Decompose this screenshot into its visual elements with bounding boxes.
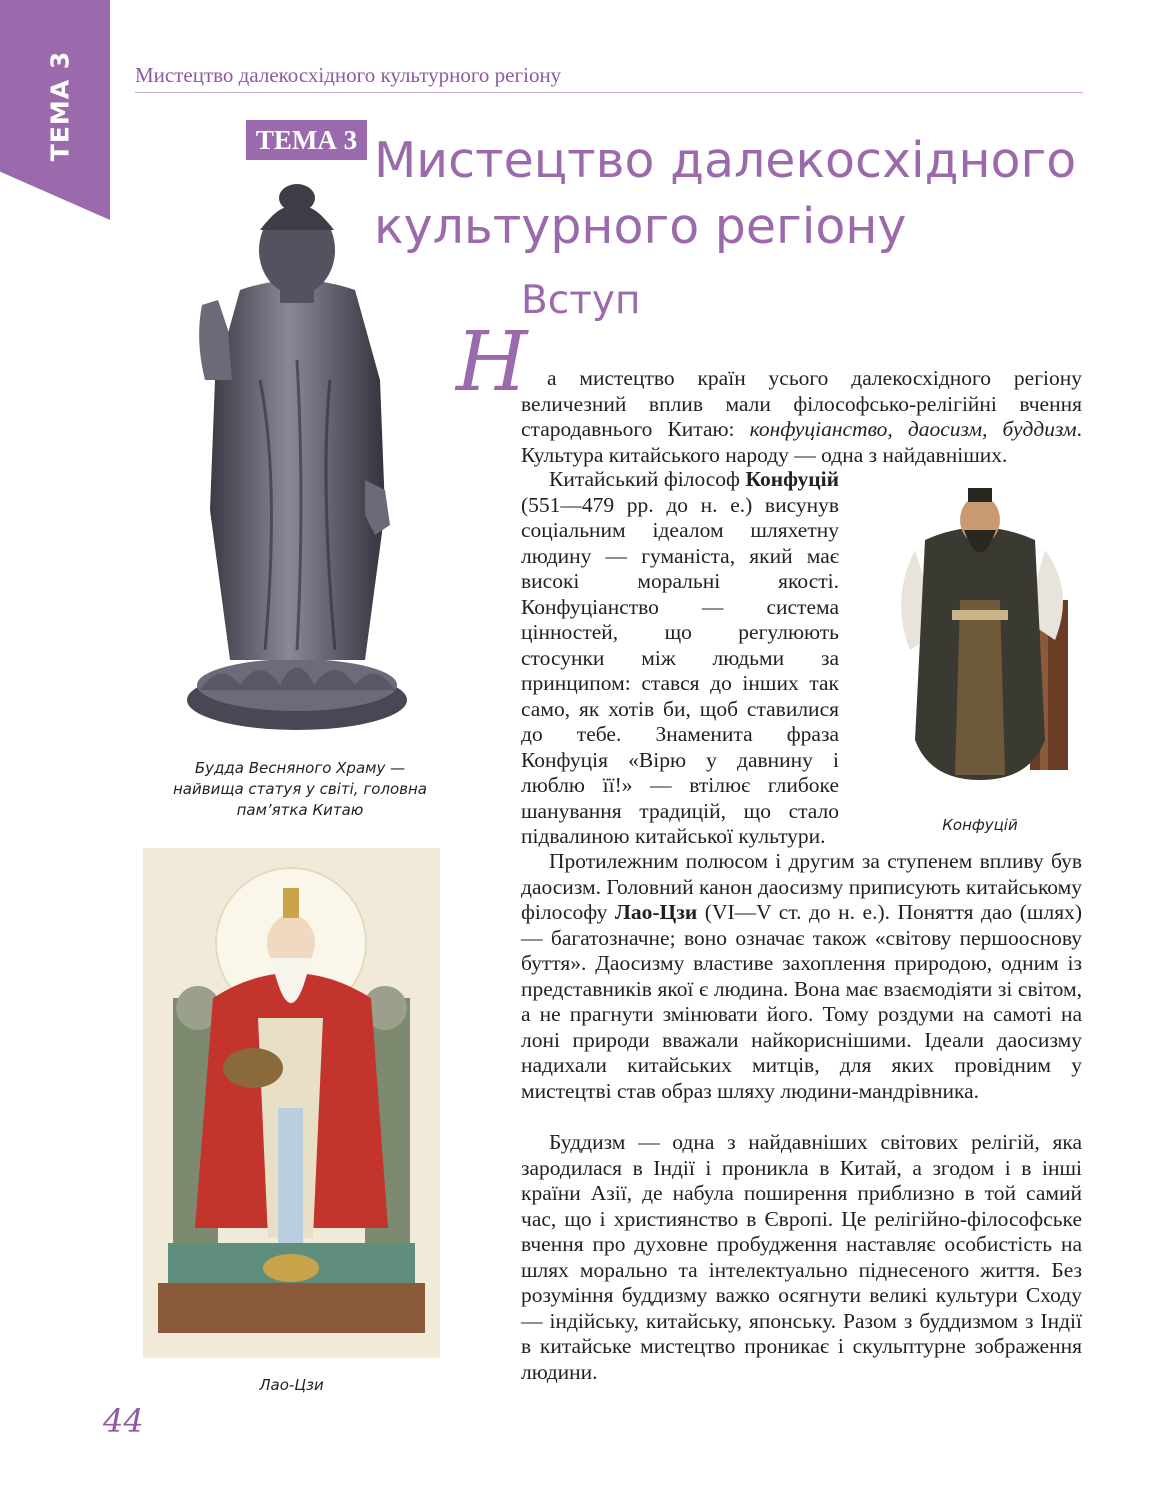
confucius-painting-image bbox=[880, 480, 1080, 785]
section-heading: Вступ bbox=[521, 278, 641, 323]
confucius-paragraph bbox=[521, 467, 839, 850]
daoism-text-start: Протилежним полюсом і другим за ступенем впливу був даосизм. Головний канон даосизму приписують китайському філософу bbox=[521, 849, 1082, 924]
page-title-line-1: Мистецтво далекосхідного bbox=[374, 132, 1077, 189]
buddha-caption-line-3: пам’ятка Китаю bbox=[236, 801, 364, 819]
header-divider bbox=[135, 92, 1083, 93]
drop-cap: Н bbox=[456, 315, 528, 410]
buddha-caption-line-2: найвища статуя у світі, головна bbox=[172, 780, 427, 798]
confucius-name: Конфуцій bbox=[745, 467, 839, 491]
page-number: 44 bbox=[103, 1402, 144, 1440]
confucius-text-start: Китайський філософ bbox=[549, 467, 746, 491]
laozi-painting-image bbox=[143, 848, 440, 1358]
confucius-caption: Конфуцій bbox=[942, 816, 1018, 834]
confucius-text-end: (551—479 рр. до н. е.) висунув соціальним ідеалом шляхетну людину — гуманіста, який має високі моральні якості. Конфуціанство — система цінностей, що регулюють стосунки між людьми за принципом: стався до інших так само, як хотів би, щоб ставилися до тебе. Знаменита фраза Конфуція «Вірю у давнину і люблю її!» — втілює глибоке шанування традицій, що стало підвалиною китайської культури. bbox=[521, 492, 839, 848]
buddha-statue-image bbox=[180, 180, 415, 740]
intro-text-start: а мистецтво країн усього далекосхідного регіону величезний вплив мали філософсько-релігійні вчення стародавнього Китаю: bbox=[521, 366, 1082, 441]
topic-badge: ТЕМА 3 bbox=[246, 120, 367, 160]
intro-paragraph bbox=[521, 366, 1082, 468]
buddha-caption bbox=[165, 758, 435, 821]
buddhism-paragraph bbox=[521, 1130, 1082, 1385]
intro-teachings: конфуціанство, даосизм, буддизм bbox=[749, 417, 1077, 441]
running-header: Мистецтво далекосхідного культурного регіону bbox=[135, 63, 562, 87]
buddha-caption-line-1: Будда Весняного Храму — bbox=[194, 759, 406, 777]
daoism-paragraph bbox=[521, 849, 1082, 1104]
daoism-text-end: (VI—V ст. до н. е.). Поняття дао (шлях) — багатозначне; воно означає також «світову першооснову буття». Даосизму властиве захоплення природою, одним із представників якої є людина. Вона має взаємодіяти зі світом, а не прагнути змінювати його. Тому роздуми на самоті на лоні природи вважали найкориснішими. Ідеали даосизму надихали китайських митців, для яких провідним у мистецтві став образ шляху людини-мандрівника. bbox=[521, 900, 1083, 1103]
page-title bbox=[374, 128, 1134, 260]
laozi-name: Лао-Цзи bbox=[614, 900, 698, 924]
side-tab-label: ТЕМА 3 bbox=[45, 50, 75, 162]
intro-text-end: . Культура китайського народу — одна з найдавніших. bbox=[521, 417, 1082, 467]
page-title-line-2: культурного регіону bbox=[374, 198, 907, 255]
laozi-caption: Лао-Цзи bbox=[259, 1376, 324, 1394]
buddhism-text: Буддизм — одна з найдавніших світових релігій, яка зародилася в Індії і проникла в Китай, а згодом і в інші країни Азії, де набула поширення приблизно в той самий час, що і християнство в Європі. Це релігійно-філософське вчення про духовне пробудження наставляє особистість на шлях морально та інтелектуально піднесеного життя. Без розуміння буддизму важко осягнути великі культури Сходу — індійську, китайську, японську. Разом з буддизмом з Індії в китайське мистецтво проникає і скульптурне зображення людини. bbox=[521, 1130, 1082, 1384]
